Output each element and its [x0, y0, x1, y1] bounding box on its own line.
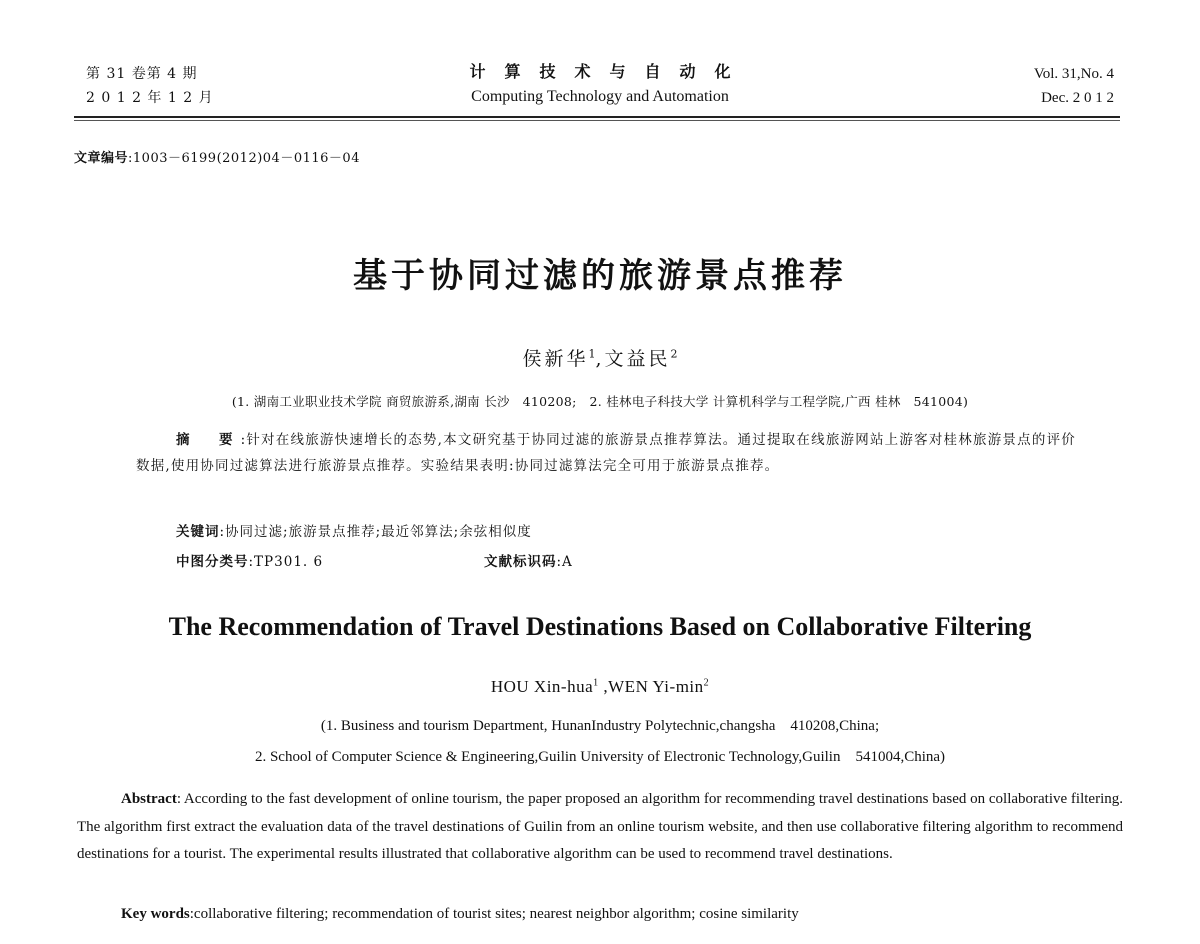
date-cn: 2 0 1 2 年 1 2 月 [86, 90, 214, 106]
keywords-cn [176, 520, 532, 540]
keywords-en [121, 906, 799, 923]
header-rule-thin [74, 120, 1120, 121]
author-1-affil-en: 1 [593, 677, 599, 689]
classification-cn [176, 550, 876, 570]
document-code-value: :A [556, 554, 573, 570]
affiliation-cn: (1. 湖南工业职业技术学院 商贸旅游系,湖南 长沙 410208; 2. 桂林电子科技大学 计算机科学与工程学院,广西 桂林 541004) [231, 394, 969, 409]
journal-name-en: Computing Technology and Automation [471, 88, 729, 105]
clc-value: :TP301. 6 [248, 554, 324, 570]
keywords-cn-label: 关键词 [176, 524, 220, 540]
author-2-affil-en: 2 [703, 677, 710, 689]
document-code-label: 文献标识码 [484, 554, 557, 570]
author-separator-cn: , [595, 348, 605, 370]
volume-cn: 第 31 卷第 4 期 [86, 66, 198, 82]
author-1-en: HOU Xin-hua [490, 677, 594, 696]
clc-number [176, 554, 323, 570]
authors-cn [0, 344, 1200, 371]
abstract-cn [136, 427, 1076, 479]
author-2-affil-cn: 2 [670, 347, 678, 361]
author-2-cn: 文益民 [604, 348, 671, 370]
journal-header [0, 60, 1200, 114]
author-1-cn: 侯新华 [522, 348, 589, 370]
abstract-cn-text: :针对在线旅游快速增长的态势,本文研究基于协同过滤的旅游景点推荐算法。通过提取在线旅游网站上游客对桂林旅游景点的评价数据,使用协同过滤算法进行旅游景点推荐。实验结果表明:协同过滤算法完全可用于旅游景点推荐。 [136, 432, 1076, 474]
volume-en: Vol. 31,No. 4 [1033, 66, 1114, 82]
document-code [484, 550, 573, 570]
author-1-affil-cn: 1 [588, 347, 596, 361]
date-en: Dec. 2 0 1 2 [1041, 90, 1114, 106]
keywords-en-label: Key words [121, 906, 190, 922]
clc-label: 中图分类号 [176, 554, 249, 570]
paper-title-cn: 基于协同过滤的旅游景点推荐 [353, 256, 847, 296]
affiliation-en-line-2: 2. School of Computer Science & Engineering,Guilin University of Electronic Technology,Guilin 541004,China) [254, 749, 946, 765]
header-issue-cn [86, 62, 214, 110]
article-number-label: 文章编号 [74, 151, 129, 166]
paper-title-en: The Recommendation of Travel Destinations Based on Collaborative Filtering [168, 612, 1032, 641]
abstract-en [77, 786, 1123, 869]
article-number [74, 147, 360, 166]
affiliation-en [0, 711, 1200, 773]
authors-en [0, 677, 1200, 697]
header-rule [74, 116, 1120, 118]
abstract-en-label: Abstract [121, 791, 177, 807]
keywords-cn-text: :协同过滤;旅游景点推荐;最近邻算法;余弦相似度 [219, 524, 532, 540]
author-separator-en: , [598, 677, 609, 696]
header-issue-en [1034, 62, 1114, 110]
keywords-en-text: :collaborative filtering; recommendation of tourist sites; nearest neighbor algorithm; cosine similarity [189, 906, 799, 922]
journal-name [400, 60, 800, 110]
author-2-en: WEN Yi-min [608, 677, 704, 696]
article-number-value: :1003－6199(2012)04－0116－04 [128, 151, 360, 166]
affiliation-en-line-1: (1. Business and tourism Department, HunanIndustry Polytechnic,changsha 410208,China; [320, 718, 880, 734]
abstract-cn-label: 摘 要 [176, 432, 241, 448]
abstract-en-text: : According to the fast development of online tourism, the paper proposed an algorithm for recommending travel destinations based on collaborative filtering. The algorithm first extract the evaluation data of the travel destinations of Guilin from an online tourism website, and then use collaborative filtering algorithm to recommend destinations for a tourist. The experimental results illustrated that collaborative algorithm can be used to recommend travel destinations. [77, 791, 1123, 862]
journal-name-cn: 计算技术与自动化 [469, 62, 750, 81]
